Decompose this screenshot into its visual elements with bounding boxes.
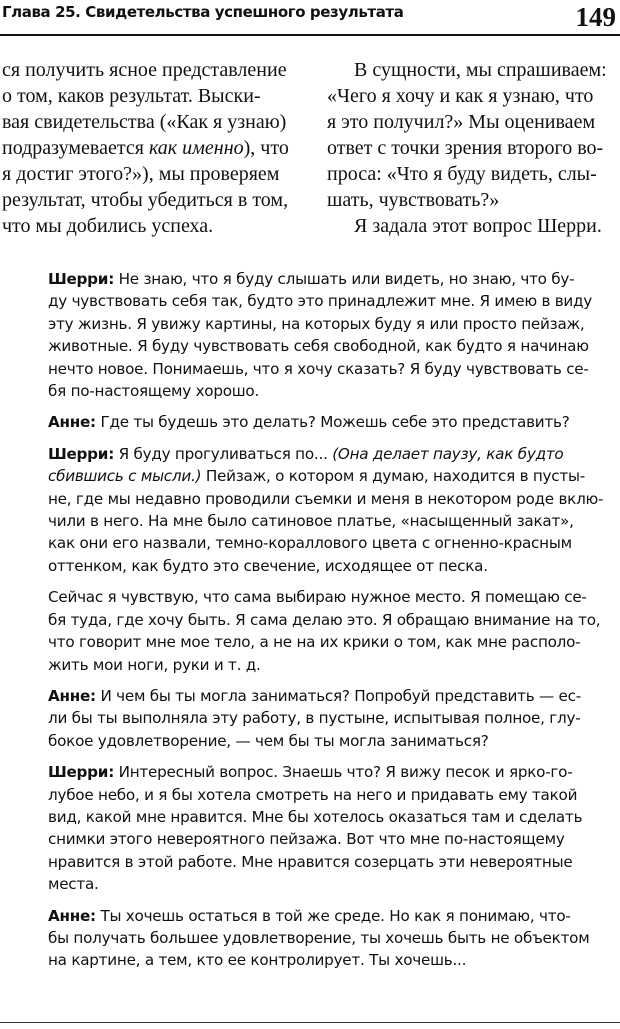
text-line: ду чувствовать себя так, будто это принадлежит мне. Я имею в виду — [48, 292, 593, 311]
stage-direction: (Она делает паузу, как будто — [332, 444, 564, 463]
text-line: эту жизнь. Я увижу картины, на которых буду я или просто пейзаж, — [48, 314, 585, 333]
text-line — [48, 268, 613, 290]
speaker-label: Шерри: — [48, 763, 115, 782]
page-number: 149 — [575, 2, 616, 32]
text-line: шать, чувствовать?» — [327, 189, 500, 211]
text-line — [48, 905, 613, 927]
text-line: В сущности, мы спрашиваем: — [354, 59, 607, 81]
text-line — [48, 685, 613, 707]
text-line — [48, 761, 613, 783]
speaker-label: Анне: — [48, 413, 96, 432]
text-line: не, где мы недавно проводили съемки и меня в некотором роде вклю- — [48, 489, 604, 508]
text-line: места. — [48, 875, 99, 894]
text-line: бокое удовлетворение, — чем бы ты могла заниматься? — [48, 731, 489, 750]
speaker-label: Шерри: — [48, 270, 115, 288]
text-line — [2, 135, 292, 161]
dialog-paragraph — [48, 443, 613, 577]
text-run: Я буду прогуливаться по... — [114, 444, 333, 463]
header-rule — [0, 34, 620, 36]
text-line: Я задала этот вопрос Шерри. — [354, 215, 602, 237]
text-line: проса: «Что я буду видеть, слы- — [327, 163, 597, 185]
dialog-paragraph — [48, 905, 613, 972]
text-line: как они его назвали, темно-кораллового цвета с огненно-красным — [48, 534, 572, 553]
speaker-label: Шерри: — [48, 444, 115, 463]
dialog-paragraph — [48, 685, 613, 752]
text-run: Ты хочешь остаться в той же среде. Но как я понимаю, что- — [95, 906, 571, 925]
text-line: оттенком, как будто это свечение, исходящее от песка. — [48, 556, 488, 575]
text-line: на картине, а тем, кто ее контролирует. Ты хочешь... — [48, 951, 467, 970]
page-header — [0, 0, 620, 40]
text-line: ся получить ясное представление — [2, 59, 287, 81]
text-line — [48, 443, 613, 465]
emphasis-text: как именно — [148, 137, 244, 159]
dialog-paragraph — [48, 761, 613, 895]
text-run: Где ты будешь это делать? Можешь себе это представить? — [95, 413, 570, 432]
text-line — [48, 465, 613, 487]
text-run: Интересный вопрос. Знаешь что? Я вижу песок и ярко-го- — [114, 763, 573, 782]
dialog-paragraph — [48, 268, 613, 402]
text-line: бя по-настоящему хорошо. — [48, 382, 260, 401]
text-line: о том, каков результат. Выски- — [2, 85, 261, 107]
stage-direction: сбившись с мысли.) — [48, 467, 202, 486]
text-line: Сейчас я чувствую, что сама выбираю нужное место. Я помещаю се- — [48, 588, 587, 607]
text-line: бя туда, где хочу быть. Я сама делаю это. Я обращаю внимание на то, — [48, 610, 601, 629]
text-line: «Чего я хочу и как я узнаю, что — [327, 85, 594, 107]
dialog-paragraph — [48, 586, 613, 676]
speaker-label: Анне: — [48, 686, 96, 705]
left-column — [2, 57, 292, 239]
text-line: чили в него. На мне было сатиновое платье, «насыщенный закат», — [48, 512, 574, 531]
speaker-label: Анне: — [48, 906, 96, 925]
text-line: что мы добились успеха. — [2, 215, 214, 237]
text-line: вая свидетельства («Как я узнаю) — [2, 111, 287, 133]
chapter-title: Глава 25. Свидетельства успешного результата — [2, 3, 404, 21]
text-line: вид, какой мне нравится. Мне бы хотелось оказаться там и сделать — [48, 807, 583, 826]
text-run: Не знаю, что я буду слышать или видеть, но знаю, что бу- — [114, 270, 575, 288]
text-line: я достиг этого?»), мы проверяем — [2, 163, 280, 185]
text-line: лубое небо, и я бы хотела смотреть на него и придавать ему такой — [48, 785, 578, 804]
right-column — [327, 57, 612, 239]
text-line: бы получать большее удовлетворение, ты хочешь быть не объектом — [48, 928, 590, 947]
text-line: животные. Я буду чувствовать себя свободной, как будто я начинаю — [48, 337, 589, 356]
text-line: ли бы ты выполняла эту работу, в пустыне, испытывая полное, глу- — [48, 709, 581, 728]
dialog-block — [48, 268, 613, 981]
dialog-paragraph — [48, 411, 613, 433]
text-line: что говорит мне мое тело, а не на их крики о том, как мне располо- — [48, 633, 581, 652]
text-run: Пейзаж, о котором я думаю, находится в пусты- — [201, 467, 585, 486]
text-run: подразумевается — [2, 137, 149, 159]
text-line: снимки этого невероятного пейзажа. Вот что мне по-настоящему — [48, 830, 565, 849]
text-line: я это получил?» Мы оцениваем — [327, 111, 596, 133]
text-run: И чем бы ты могла заниматься? Попробуй представить — ес- — [95, 686, 581, 705]
text-line: жить мои ноги, руки и т. д. — [48, 655, 261, 674]
text-run: ), что — [243, 137, 289, 159]
footer-rule — [0, 1022, 620, 1023]
text-line — [48, 411, 613, 433]
text-line: ответ с точки зрения второго во- — [327, 137, 604, 159]
text-line: нечто новое. Понимаешь, что я хочу сказать? Я буду чувствовать се- — [48, 359, 589, 378]
text-line: нравится в этой работе. Мне нравится созерцать эти невероятные — [48, 852, 573, 871]
text-line: результат, чтобы убедиться в том, — [2, 189, 289, 211]
